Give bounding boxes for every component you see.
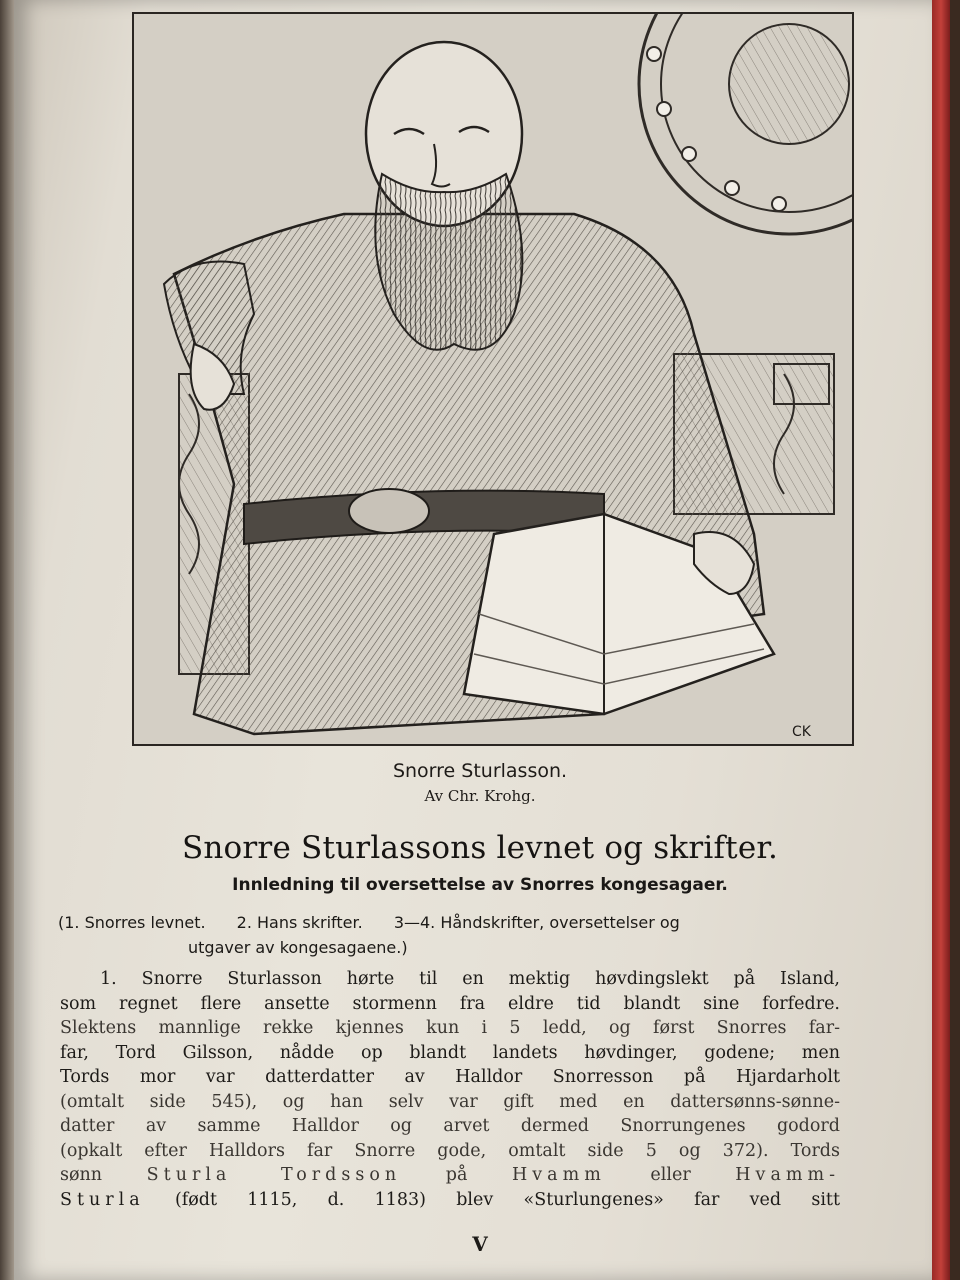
text-line: som regnet flere ansette stormenn fra eldre tid blandt sine forfedre. [60,993,840,1014]
contents-item: utgaver av kongesagaene.) [188,938,408,957]
body-paragraph [60,967,840,1212]
figure-credit: Av Chr. Krohg. [424,787,536,805]
place-name: Hvamm [512,1165,606,1185]
text-line: datter av samme Halldor og arvet dermed Snorrungenes godord [60,1116,840,1136]
table-surface [950,0,960,1280]
word: sønn [60,1165,103,1185]
section-contents [58,910,838,960]
figure-caption: Snorre Sturlasson. [392,760,568,782]
text-line [60,1163,840,1188]
text-line: far, Tord Gilsson, nådde op blandt landets høvdinger, godene; men [60,1042,840,1063]
person-name: Sturla [60,1189,145,1210]
person-name: Sturla Tordsson [146,1165,402,1185]
text-line: Tords mor var datterdatter av Halldor Snorresson på Hjardarholt [60,1067,840,1087]
chapter-subtitle: Innledning til oversettelse av Snorres kongesagaer. [232,875,728,895]
word: på [445,1165,468,1185]
contents-item: 3—4. Håndskrifter, oversettelser og [393,913,680,932]
contents-item: (1. Snorres levnet. [58,913,206,932]
text-line: 1. Snorre Sturlasson hørte til en mektig høvdingslekt på Island, [100,969,840,989]
word: eller [650,1165,691,1185]
portrait-illustration [132,12,854,746]
portrait-drawing [134,14,852,744]
text-line: Slektens mannlige rekke kjennes kun i 5 ledd, og først Snorres far- [60,1018,840,1038]
page-number: V [472,1232,488,1256]
text-line: (opkalt efter Halldors far Snorre gode, omtalt side 5 og 372). Tords [60,1140,840,1161]
place-name: Hvamm- [735,1165,840,1185]
artist-monogram: CK [792,724,811,740]
text-line [60,1188,840,1213]
contents-item: 2. Hans skrifter. [236,913,363,932]
head-drawing [366,42,522,350]
word: (født 1115, d. 1183) blev «Sturlungenes» far ved sitt [174,1189,840,1210]
text-line: (omtalt side 545), og han selv var gift med en dattersønns-sønne- [60,1091,840,1112]
book-cover-edge [932,0,950,1280]
chapter-title: Snorre Sturlassons levnet og skrifter. [181,830,779,866]
